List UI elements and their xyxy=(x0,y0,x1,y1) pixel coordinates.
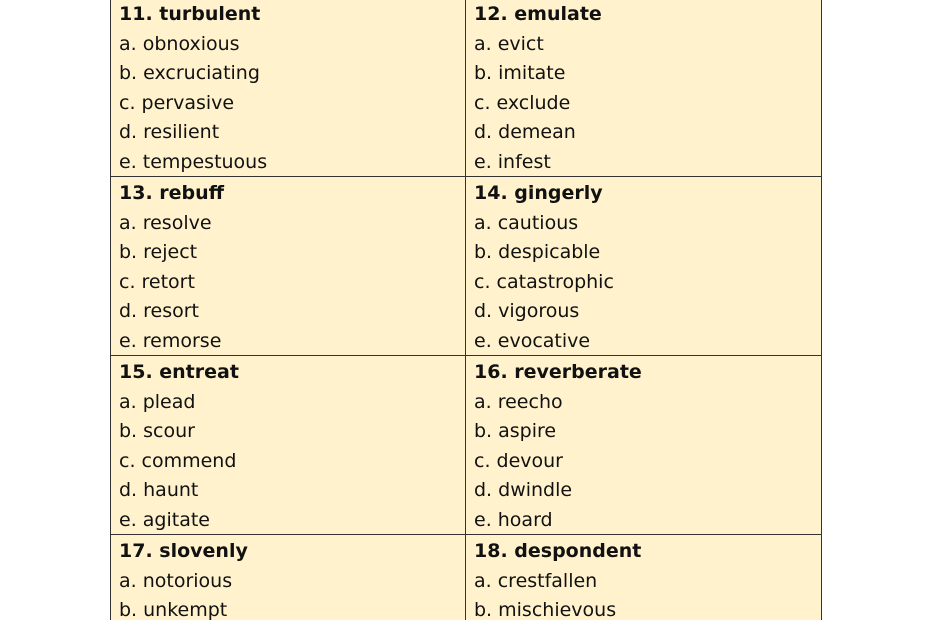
question-title: 15. entreat xyxy=(119,361,239,383)
option-d: d. resort xyxy=(119,300,200,323)
option-e: e. agitate xyxy=(119,508,210,531)
question-title: 14. gingerly xyxy=(474,182,603,204)
option-a: a. evict xyxy=(474,32,544,55)
option-a: a. notorious xyxy=(119,569,233,592)
question-title: 17. slovenly xyxy=(119,540,248,562)
option-b: b. mischievous xyxy=(474,599,617,620)
option-c: c. retort xyxy=(119,270,195,293)
question-cell-12 xyxy=(466,0,821,177)
option-e: e. remorse xyxy=(119,329,222,352)
option-c: c. exclude xyxy=(474,91,571,114)
question-cell-15 xyxy=(111,356,466,535)
question-cell-17 xyxy=(111,535,466,620)
vocabulary-table xyxy=(110,0,822,620)
question-cell-11 xyxy=(111,0,466,177)
question-title: 11. turbulent xyxy=(119,3,261,25)
option-d: d. demean xyxy=(474,121,576,144)
question-cell-14 xyxy=(466,177,821,356)
option-a: a. obnoxious xyxy=(119,32,240,55)
option-d: d. haunt xyxy=(119,479,199,502)
option-b: b. scour xyxy=(119,420,195,443)
option-c: c. commend xyxy=(119,449,237,472)
option-b: b. unkempt xyxy=(119,599,228,620)
option-a: a. cautious xyxy=(474,211,579,234)
option-c: c. devour xyxy=(474,449,563,472)
option-e: e. tempestuous xyxy=(119,150,268,173)
option-b: b. imitate xyxy=(474,62,566,85)
option-b: b. despicable xyxy=(474,241,601,264)
question-cell-16 xyxy=(466,356,821,535)
option-a: a. reecho xyxy=(474,390,563,413)
option-d: d. resilient xyxy=(119,121,220,144)
question-title: 13. rebuff xyxy=(119,182,225,204)
option-a: a. crestfallen xyxy=(474,569,598,592)
question-title: 12. emulate xyxy=(474,3,602,25)
question-title: 18. despondent xyxy=(474,540,642,562)
option-e: e. hoard xyxy=(474,508,553,531)
option-a: a. resolve xyxy=(119,211,212,234)
option-d: d. vigorous xyxy=(474,300,580,323)
question-cell-13 xyxy=(111,177,466,356)
option-b: b. excruciating xyxy=(119,62,260,85)
question-title: 16. reverberate xyxy=(474,361,642,383)
option-d: d. dwindle xyxy=(474,479,573,502)
option-c: c. pervasive xyxy=(119,91,235,114)
option-b: b. reject xyxy=(119,241,198,264)
option-e: e. evocative xyxy=(474,329,591,352)
question-cell-18 xyxy=(466,535,821,620)
option-c: c. catastrophic xyxy=(474,270,614,293)
option-e: e. infest xyxy=(474,150,551,173)
option-b: b. aspire xyxy=(474,420,557,443)
option-a: a. plead xyxy=(119,390,196,413)
